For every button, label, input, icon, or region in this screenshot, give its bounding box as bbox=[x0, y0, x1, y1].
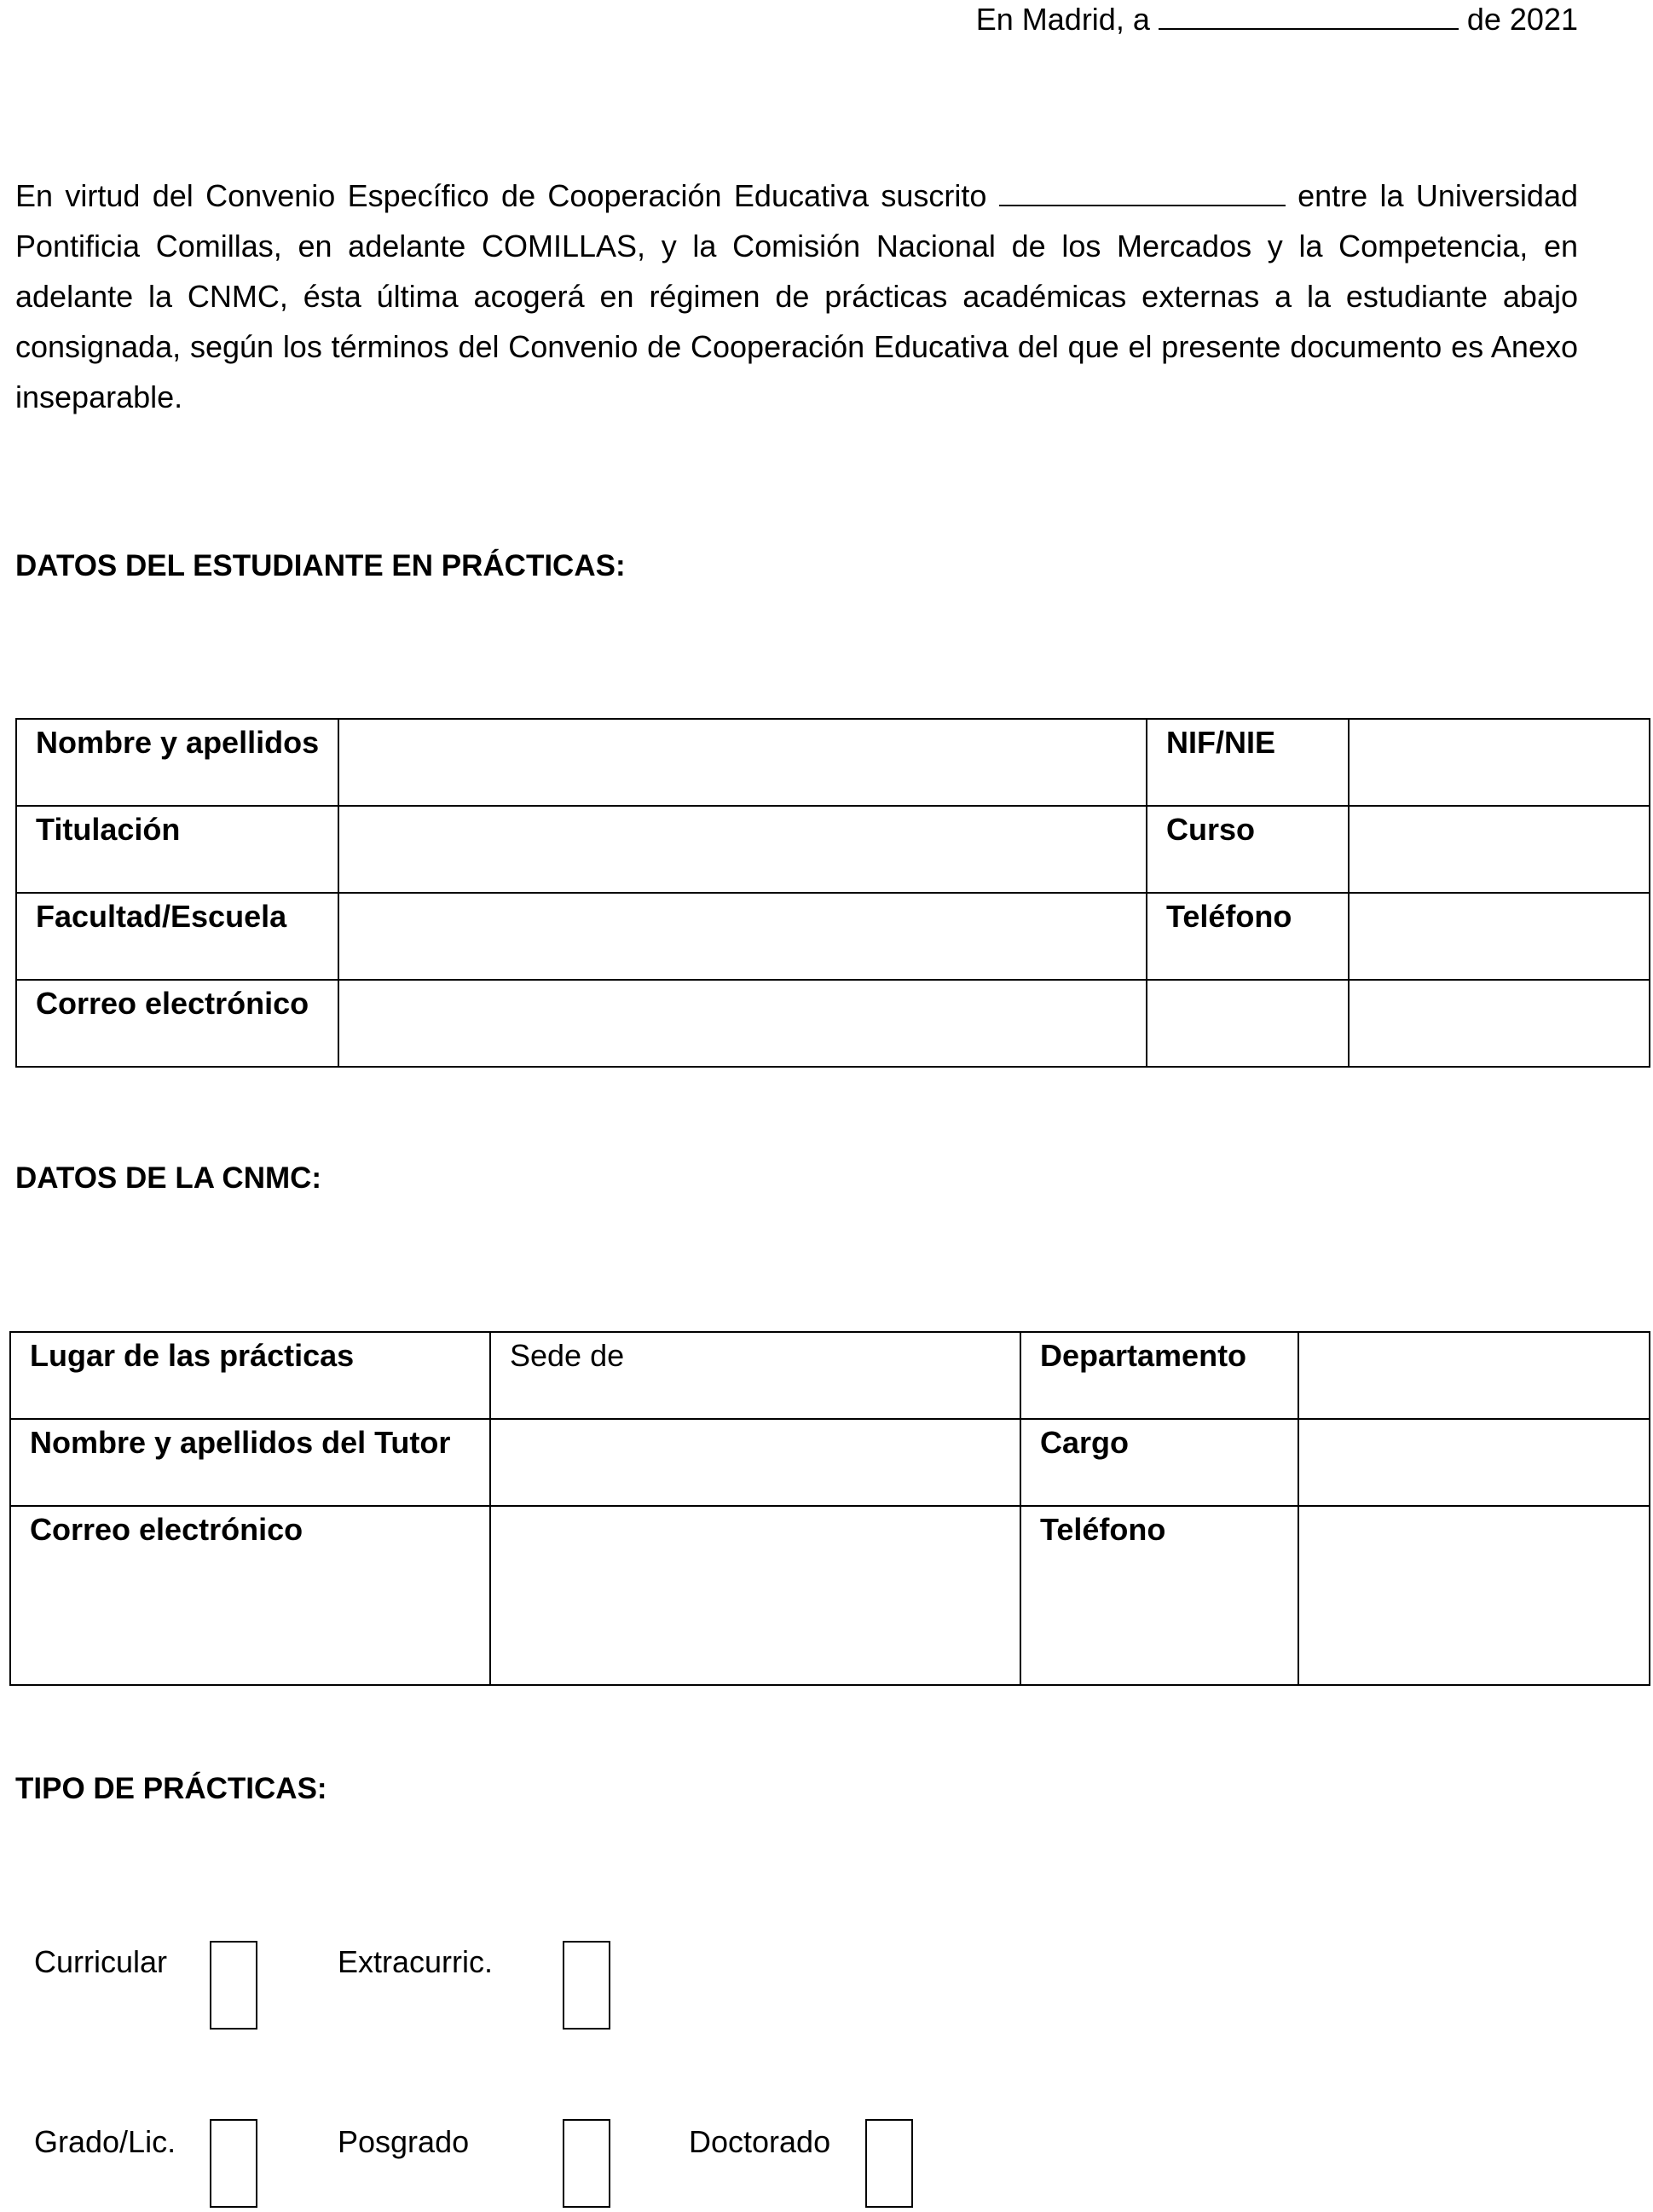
posgrado-checkbox[interactable] bbox=[563, 2119, 610, 2208]
table-row bbox=[16, 893, 1650, 980]
position-field[interactable] bbox=[1298, 1419, 1650, 1506]
tutor-email-label: Correo electrónico bbox=[10, 1506, 490, 1685]
curricular-checkbox[interactable] bbox=[210, 1941, 257, 2030]
date-line bbox=[976, 2, 1578, 38]
student-faculty-field[interactable] bbox=[338, 893, 1147, 980]
cnmc-section-heading: DATOS DE LA CNMC: bbox=[15, 1161, 322, 1195]
type-section-heading: TIPO DE PRÁCTICAS: bbox=[15, 1772, 327, 1805]
department-field[interactable] bbox=[1298, 1332, 1650, 1419]
date-prefix: En Madrid, a bbox=[975, 2, 1150, 37]
student-course-field[interactable] bbox=[1349, 806, 1650, 893]
tutor-email-field[interactable] bbox=[490, 1506, 1020, 1685]
doctorado-checkbox[interactable] bbox=[865, 2119, 913, 2208]
intro-paragraph bbox=[15, 171, 1578, 422]
place-field[interactable]: Sede de bbox=[490, 1332, 1020, 1419]
grado-checkbox[interactable] bbox=[210, 2119, 257, 2208]
tutor-phone-label: Teléfono bbox=[1020, 1506, 1298, 1685]
place-label: Lugar de las prácticas bbox=[10, 1332, 490, 1419]
date-blank[interactable] bbox=[1159, 3, 1459, 30]
empty-cell[interactable] bbox=[1349, 980, 1650, 1067]
position-label: Cargo bbox=[1020, 1419, 1298, 1506]
student-name-field[interactable] bbox=[338, 719, 1147, 806]
student-email-label: Correo electrónico bbox=[16, 980, 338, 1067]
table-row bbox=[10, 1332, 1650, 1419]
table-row bbox=[16, 980, 1650, 1067]
date-suffix: de 2021 bbox=[1466, 2, 1578, 37]
student-degree-label: Titulación bbox=[16, 806, 338, 893]
department-label: Departamento bbox=[1020, 1332, 1298, 1419]
table-row bbox=[10, 1419, 1650, 1506]
student-phone-field[interactable] bbox=[1349, 893, 1650, 980]
student-nif-label: NIF/NIE bbox=[1147, 719, 1349, 806]
extracurricular-checkbox[interactable] bbox=[563, 1941, 610, 2030]
doctorado-label: Doctorado bbox=[689, 2124, 831, 2159]
posgrado-label: Posgrado bbox=[338, 2124, 470, 2159]
student-section-heading: DATOS DEL ESTUDIANTE EN PRÁCTICAS: bbox=[15, 549, 626, 582]
student-name-label: Nombre y apellidos bbox=[16, 719, 338, 806]
student-faculty-label: Facultad/Escuela bbox=[16, 893, 338, 980]
student-data-table bbox=[15, 718, 1650, 1068]
tutor-phone-field[interactable] bbox=[1298, 1506, 1650, 1685]
agreement-date-blank[interactable] bbox=[999, 179, 1286, 206]
student-course-label: Curso bbox=[1147, 806, 1349, 893]
grado-label: Grado/Lic. bbox=[34, 2124, 176, 2159]
intro-part-2: entre la Universidad Pontificia Comillas, en adelante COMILLAS, y la Comisión Nacional de los Mercados y la Competencia, en adelante la CNMC, ésta última acogerá en régimen de prácticas académicas externas a la estudiante abajo consignada, según los términos del Convenio de Cooperación Educativa del que el presente documento es Anexo inseparable. bbox=[15, 178, 1578, 414]
student-email-field[interactable] bbox=[338, 980, 1147, 1067]
table-row bbox=[10, 1506, 1650, 1685]
student-nif-field[interactable] bbox=[1349, 719, 1650, 806]
tutor-field[interactable] bbox=[490, 1419, 1020, 1506]
student-phone-label: Teléfono bbox=[1147, 893, 1349, 980]
table-row bbox=[16, 719, 1650, 806]
empty-cell[interactable] bbox=[1147, 980, 1349, 1067]
tutor-label: Nombre y apellidos del Tutor bbox=[10, 1419, 490, 1506]
table-row bbox=[16, 806, 1650, 893]
student-degree-field[interactable] bbox=[338, 806, 1147, 893]
extracurricular-label: Extracurric. bbox=[338, 1944, 494, 1979]
intro-part-1: En virtud del Convenio Específico de Cooperación Educativa suscrito bbox=[15, 178, 987, 213]
cnmc-data-table bbox=[9, 1331, 1650, 1686]
curricular-label: Curricular bbox=[34, 1944, 168, 1979]
